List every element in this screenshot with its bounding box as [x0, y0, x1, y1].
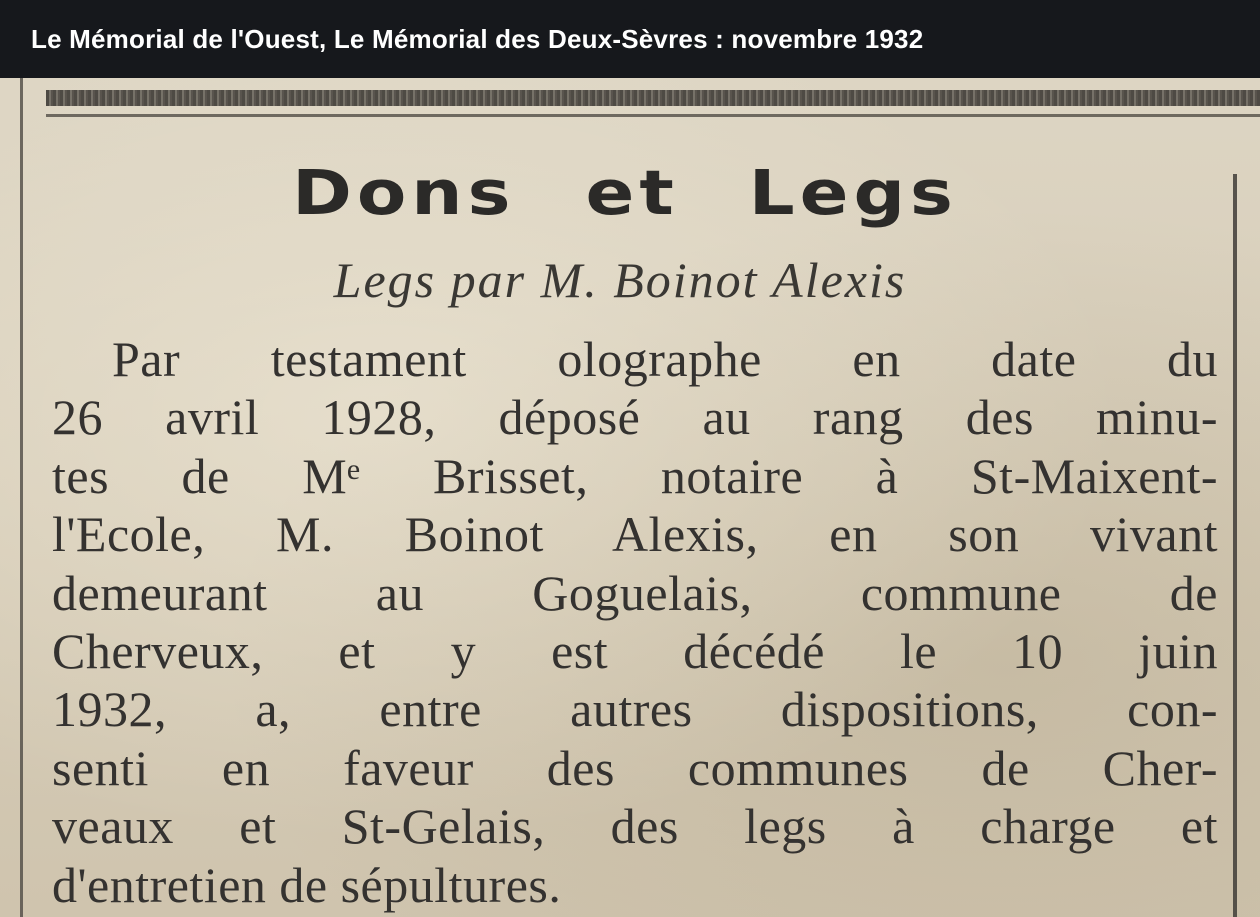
article-line: Par testament olographe en date du [112, 331, 1218, 387]
article-line: veaux et St-Gelais, des legs à charge et [52, 798, 1218, 855]
article-line: 1932, a, entre autres dispositions, con- [52, 681, 1218, 738]
article-line: d'entretien de sépultures. [52, 856, 562, 913]
article-line: demeurant au Goguelais, commune de [52, 564, 1218, 621]
ornamental-rule [46, 90, 1260, 106]
article-line: Cherveux, et y est décédé le 10 juin [52, 622, 1218, 679]
article-line: senti en faveur des communes de Cher- [52, 739, 1218, 796]
article-body [52, 330, 1218, 914]
article-line: 26 avril 1928, déposé au rang des minu- [52, 389, 1218, 446]
rule-divider [46, 114, 1260, 117]
article-line: tes de Mᵉ Brisset, notaire à St-Maixent- [52, 447, 1218, 504]
document-title: Le Mémorial de l'Ouest, Le Mémorial des Deux-Sèvres : novembre 1932 [31, 23, 924, 54]
article-subheading: Legs par M. Boinot Alexis [333, 252, 907, 308]
article-line: l'Ecole, M. Boinot Alexis, en son vivant [52, 506, 1218, 563]
article-headline: Dons et Legs [292, 156, 958, 229]
newspaper-scan [0, 78, 1260, 917]
title-bar [0, 0, 1260, 78]
